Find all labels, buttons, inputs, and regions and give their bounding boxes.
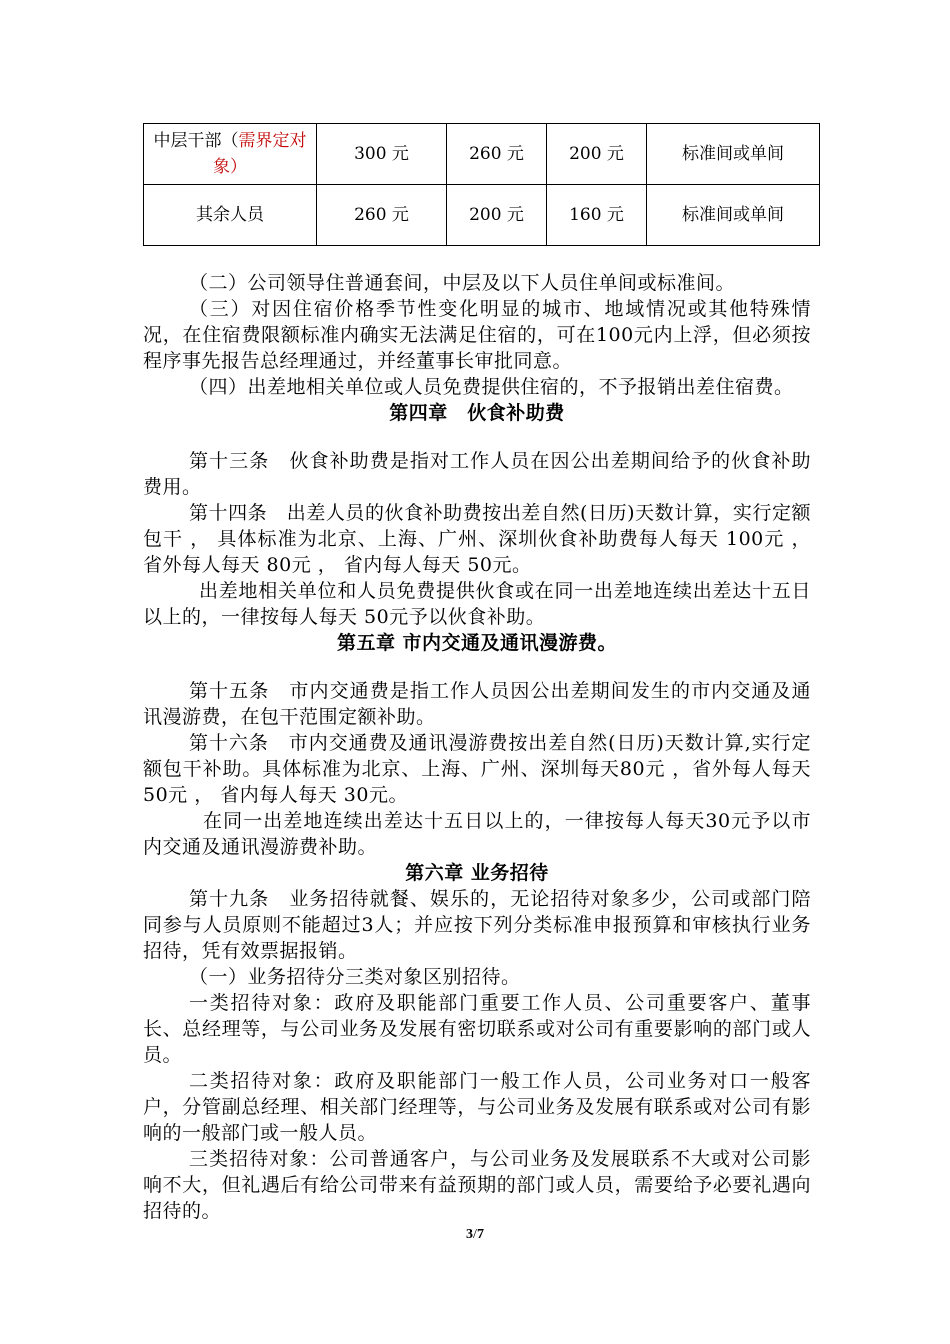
accommodation-rate-table xyxy=(143,123,820,246)
chapter-heading-5: 第五章 市内交通及通讯漫游费。 xyxy=(336,632,618,654)
table-cell-rate: 300 元 xyxy=(317,124,447,185)
article-14: 第十四条 出差人员的伙食补助费按出差自然(日历)天数计算，实行定额包干 ， 具体标准为北京、上海、广州、深圳伙食补助费每人每天 100元 ， 省外每人每天 80元 ， 省内每人每天 50元。 xyxy=(143,502,811,576)
article-19: 第十九条 业务招待就餐、娱乐的，无论招待对象多少，公司或部门陪同参与人员原则不能超过3人；并应按下列分类标准申报预算和审核执行业务招待，凭有效票据报销。 xyxy=(143,888,811,962)
paragraph: （四）出差地相关单位或人员免费提供住宿的，不予报销出差住宿费。 xyxy=(189,376,794,398)
document-body xyxy=(143,270,811,1224)
paragraph: （一）业务招待分三类对象区别招待。 xyxy=(189,966,521,988)
table-cell-room-type: 标准间或单间 xyxy=(647,124,820,185)
page-number: 3/7 xyxy=(466,1227,484,1242)
table-row xyxy=(144,124,820,185)
chapter-heading-6: 第六章 业务招待 xyxy=(405,862,549,884)
table-cell-rate: 260 元 xyxy=(447,124,547,185)
table-cell-rate: 200 元 xyxy=(447,185,547,246)
table-cell-category: 中层干部（需界定对象） xyxy=(144,124,317,185)
table-cell-room-type: 标准间或单间 xyxy=(647,185,820,246)
table-row xyxy=(144,185,820,246)
table-cell-rate: 260 元 xyxy=(317,185,447,246)
table-cell-rate: 160 元 xyxy=(547,185,647,246)
paragraph: 二类招待对象：政府及职能部门一般工作人员，公司业务对口一般客户，分管副总经理、相关部门经理等，与公司业务及发展有联系或对公司有影响的一般部门或一般人员。 xyxy=(143,1070,811,1144)
paragraph: 出差地相关单位和人员免费提供伙食或在同一出差地连续出差达十五日以上的，一律按每人每天 50元予以伙食补助。 xyxy=(143,580,811,628)
article-16: 第十六条 市内交通费及通讯漫游费按出差自然(日历)天数计算,实行定额包干补助。具体标准为北京、上海、广州、深圳每天80元 ，省外每人每天 50元 ， 省内每人每天 30元。 xyxy=(143,732,811,806)
chapter-heading-4: 第四章 伙食补助费 xyxy=(389,402,565,424)
paragraph: 一类招待对象：政府及职能部门重要工作人员、公司重要客户、董事长、总经理等，与公司业务及发展有密切联系或对公司有重要影响的部门或人员。 xyxy=(143,992,811,1066)
article-13: 第十三条 伙食补助费是指对工作人员在因公出差期间给予的伙食补助费用。 xyxy=(143,450,811,498)
table-cell-rate: 200 元 xyxy=(547,124,647,185)
article-15: 第十五条 市内交通费是指工作人员因公出差期间发生的市内交通及通讯漫游费，在包干范围定额补助。 xyxy=(143,680,811,728)
paragraph: （二）公司领导住普通套间，中层及以下人员住单间或标准间。 xyxy=(189,272,736,294)
paragraph: 在同一出差地连续出差达十五日以上的，一律按每人每天30元予以市内交通及通讯漫游费补助。 xyxy=(143,810,811,858)
paragraph: 三类招待对象：公司普通客户，与公司业务及发展联系不大或对公司影响不大，但礼遇后有给公司带来有益预期的部门或人员，需要给予必要礼遇向招待的。 xyxy=(143,1148,811,1222)
table-cell-category: 其余人员 xyxy=(144,185,317,246)
paragraph: （三）对因住宿价格季节性变化明显的城市、地域情况或其他特殊情况，在住宿费限额标准内确实无法满足住宿的，可在100元内上浮，但必须按程序事先报告总经理通过，并经董事长审批同意。 xyxy=(143,298,811,372)
